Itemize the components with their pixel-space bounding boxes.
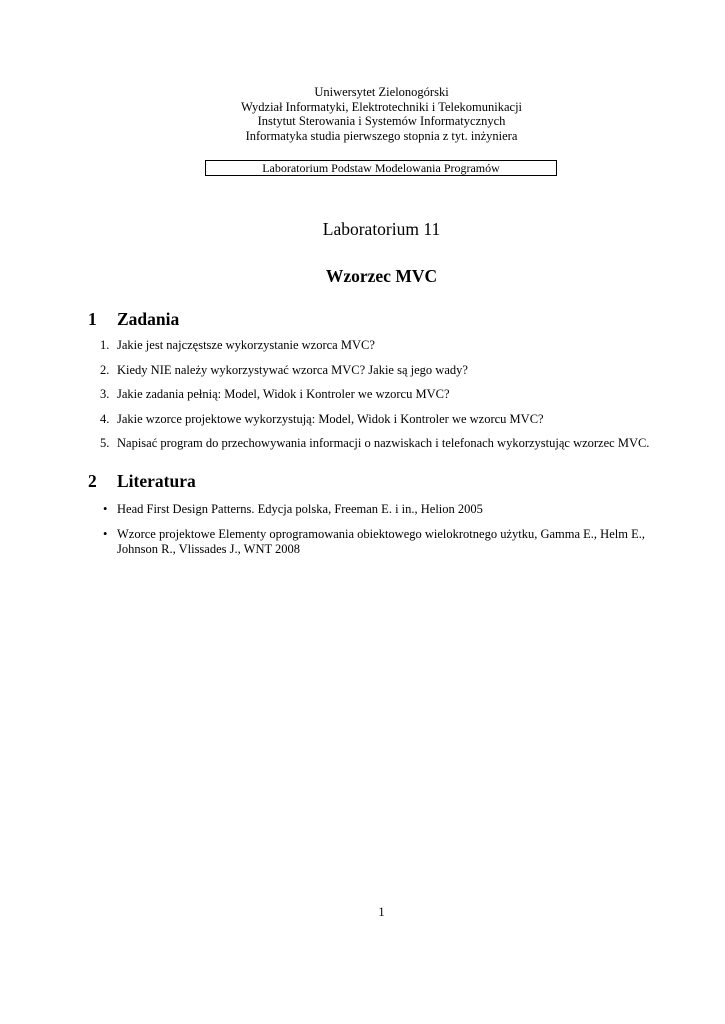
list-item xyxy=(100,436,690,451)
university-name: Uniwersytet Zielonogórski xyxy=(314,85,449,99)
list-item-text: Wzorce projektowe Elementy oprogramowania obiektowego wielokrotnego użytku, Gamma E., Helm E., Johnson R., Vlissades J., WNT 2008 xyxy=(117,526,645,556)
section-number: 2 xyxy=(88,471,97,491)
list-item-text: Jakie jest najczęstsze wykorzystanie wzorca MVC? xyxy=(117,338,375,352)
institution-header xyxy=(0,85,725,143)
list-item xyxy=(100,363,690,378)
literature-list xyxy=(100,502,678,566)
list-item xyxy=(100,387,690,402)
list-item-marker: 5. xyxy=(100,436,110,450)
section-title: Literatura xyxy=(117,471,196,491)
task-list xyxy=(100,338,690,461)
list-item-text: Kiedy NIE należy wykorzystywać wzorca MVC? Jakie są jego wady? xyxy=(117,362,468,377)
page-number: 1 xyxy=(378,905,385,919)
list-item-text: Jakie zadania pełnią: Model, Widok i Kontroler we wzorcu MVC? xyxy=(117,387,450,401)
section-title: Zadania xyxy=(117,309,180,329)
section-number: 1 xyxy=(88,309,97,329)
list-item xyxy=(100,502,678,517)
institute-name: Instytut Sterowania i Systemów Informatycznych xyxy=(257,114,506,128)
course-title-box: Laboratorium Podstaw Modelowania Programów xyxy=(205,160,557,176)
list-item xyxy=(100,412,690,427)
list-item xyxy=(100,338,690,353)
list-item-marker: 3. xyxy=(100,387,110,401)
list-item-marker: 2. xyxy=(100,362,110,377)
list-item xyxy=(100,527,678,557)
list-item-text: Napisać program do przechowywania informacji o nazwiskach i telefonach wykorzystując wzorzec MVC. xyxy=(117,436,650,450)
list-item-text: Jakie wzorce projektowe wykorzystują: Model, Widok i Kontroler we wzorcu MVC? xyxy=(117,411,544,426)
lab-title: Wzorzec MVC xyxy=(325,266,438,286)
list-item-marker: 1. xyxy=(100,338,110,352)
bullet-icon: • xyxy=(103,502,108,516)
section-heading-tasks xyxy=(88,308,179,330)
list-item-text: Head First Design Patterns. Edycja polska, Freeman E. i in., Helion 2005 xyxy=(117,502,483,516)
study-program: Informatyka studia pierwszego stopnia z tyt. inżyniera xyxy=(245,128,518,143)
faculty-name: Wydział Informatyki, Elektrotechniki i Telekomunikacji xyxy=(240,99,523,114)
section-heading-literature xyxy=(88,470,196,492)
list-item-marker: 4. xyxy=(100,411,110,426)
bullet-icon: • xyxy=(103,526,108,541)
lab-number: Laboratorium 11 xyxy=(322,219,441,239)
